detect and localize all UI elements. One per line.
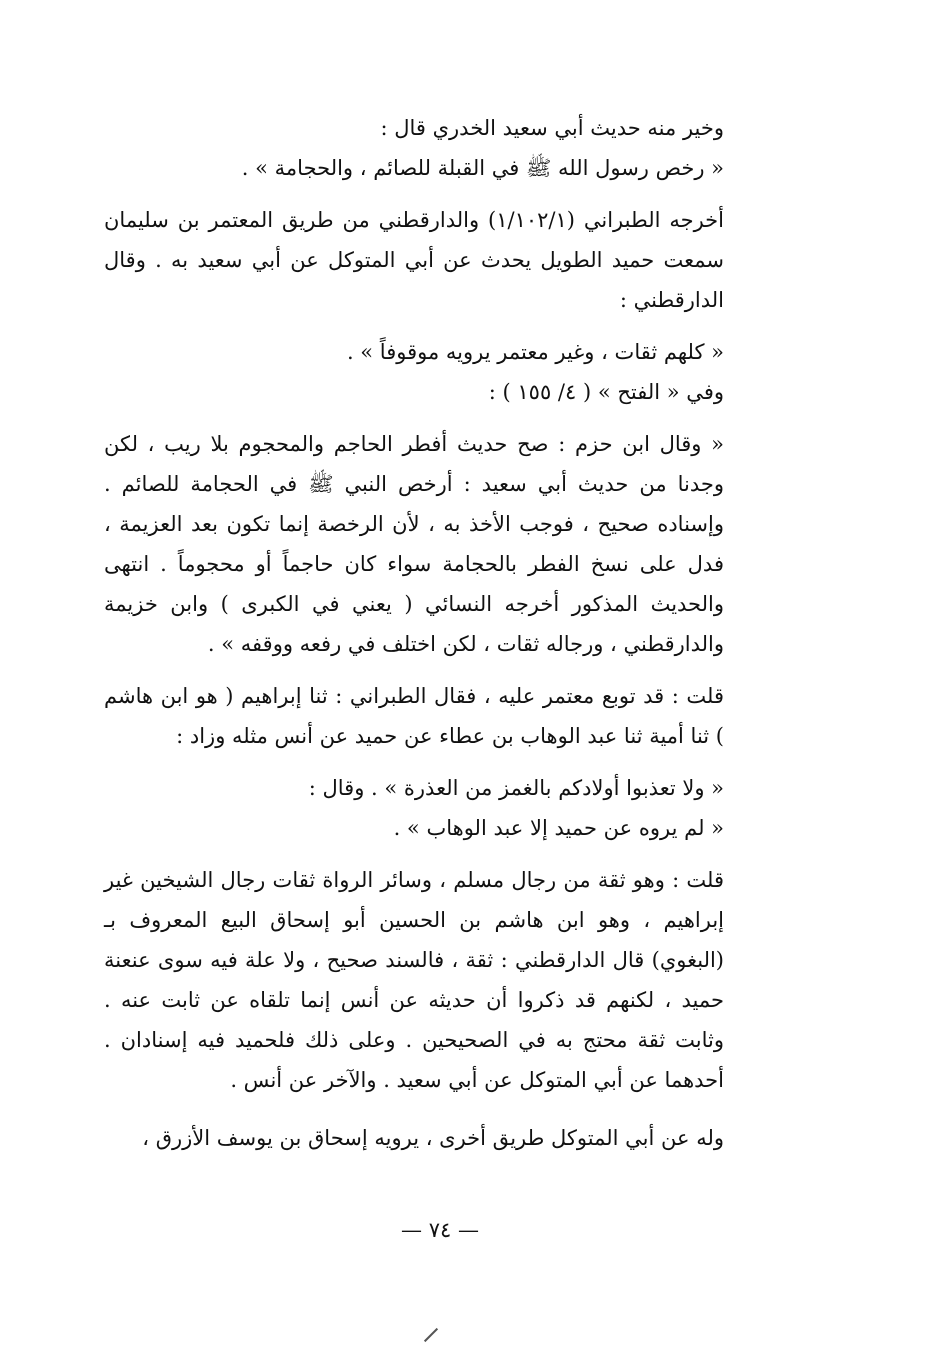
quote-1: « رخص رسول الله ﷺ في القبلة للصائم ، والحجامة » .	[241, 156, 724, 180]
body-text	[104, 108, 780, 1158]
paragraph-6: وله عن أبي المتوكل طريق أخرى ، يرويه إسحاق بن يوسف الأزرق ،	[142, 1126, 724, 1150]
quote-5: « لم يروه عن حميد إلا عبد الوهاب » .	[393, 816, 724, 840]
quote-3: « وقال ابن حزم : صح حديث أفطر الحاجم والمحجوم بلا ريب ، لكن وجدنا من حديث أبي سعيد : أرخص النبي ﷺ في الحجامة للصائم . وإسناده صحيح ، فوجب الأخذ به ، لأن الرخصة إنما تكون بعد العزيمة ، فدل على نسخ الفطر بالحجامة سواء كان حاجماً أو محجوماً . انتهى والحديث المذكور أخرجه النسائي ( يعني في الكبرى ) وابن خزيمة والدارقطني ، ورجاله ثقات ، لكن اختلف في رفعه ووقفه » .	[104, 432, 724, 656]
scan-mark	[424, 1328, 438, 1342]
paragraph-5: قلت : وهو ثقة من رجال مسلم ، وسائر الرواة ثقات رجال الشيخين غير إبراهيم ، وهو ابن هاشم بن الحسين أبو إسحاق البيع المعروف بـ (البغوي) قال الدارقطني : ثقة ، فالسند صحيح ، ولا علة فيه سوى عنعنة حميد ، لكنهم قد ذكروا أن حديثه عن أنس إنما تلقاه عن ثابت عنه . وثابت ثقة محتج به في الصحيحين . وعلى ذلك فلحميد فيه إسنادان . أحدهما عن أبي المتوكل عن أبي سعيد . والآخر عن أنس .	[104, 868, 724, 1092]
paragraph-3: وفي « الفتح » ( ٤/ ١٥٥ ) :	[488, 380, 724, 404]
quote-2: « كلهم ثقات ، وغير معتمر يرويه موقوفاً » .	[346, 340, 724, 364]
quote-4: « ولا تعذبوا أولادكم بالغمز من العذرة » . وقال :	[308, 776, 724, 800]
paragraph-2: أخرجه الطبراني (١/١٠٢/١) والدارقطني من طريق المعتمر بن سليمان سمعت حميد الطويل يحدث عن أبي المتوكل عن أبي سعيد به . وقال الدارقطني :	[104, 208, 724, 312]
page-number: — ٧٤ —	[401, 1218, 479, 1242]
paragraph-1: وخير منه حديث أبي سعيد الخدري قال :	[380, 116, 724, 140]
paragraph-4: قلت : قد توبع معتمر عليه ، فقال الطبراني : ثنا إبراهيم ( هو ابن هاشم ) ثنا أمية ثنا عبد الوهاب بن عطاء عن حميد عن أنس مثله وزاد :	[104, 684, 724, 748]
